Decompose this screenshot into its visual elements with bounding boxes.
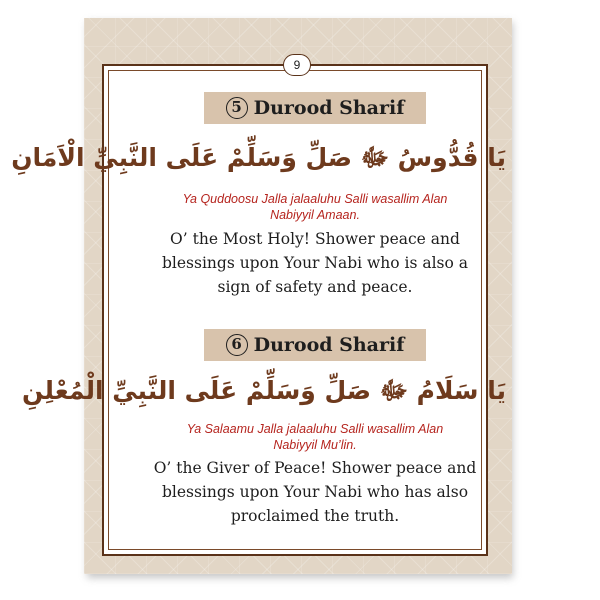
arabic-dua-6: يَا سَلَامُ ﷻ صَلِّ وَسَلِّمْ عَلَى النَّبِيِّ الْمُعْلِنِ	[22, 376, 506, 405]
section-number-badge: 6	[226, 334, 248, 356]
content-frame	[11, 64, 506, 556]
durood-heading-text: Durood Sharif	[253, 97, 405, 119]
book-page	[11, 18, 512, 574]
transliteration-5: Ya Quddoosu Jalla jalaaluhu Salli wasallim Alan Nabiyyil Amaan.	[182, 192, 448, 222]
translation-5: O’ the Most Holy! Shower peace and blessings upon Your Nabi who is also a sign of safety and peace.	[162, 230, 468, 296]
durood-heading-5	[204, 92, 426, 124]
translation-6: O’ the Giver of Peace! Shower peace and blessings upon Your Nabi who has also proclaimed the truth.	[153, 459, 477, 525]
arabic-dua-5: يَا قُدُّوسُ ﷻ صَلِّ وَسَلِّمْ عَلَى النَّبِيِّ الْاَمَانِ	[11, 143, 506, 172]
durood-heading-6	[204, 329, 426, 361]
page-number: 9	[283, 54, 311, 76]
durood-heading-text: Durood Sharif	[253, 334, 405, 356]
section-number-badge: 5	[226, 97, 248, 119]
transliteration-6: Ya Salaamu Jalla jalaaluhu Salli wasallim Alan Nabiyyil Mu’lin.	[186, 422, 444, 452]
